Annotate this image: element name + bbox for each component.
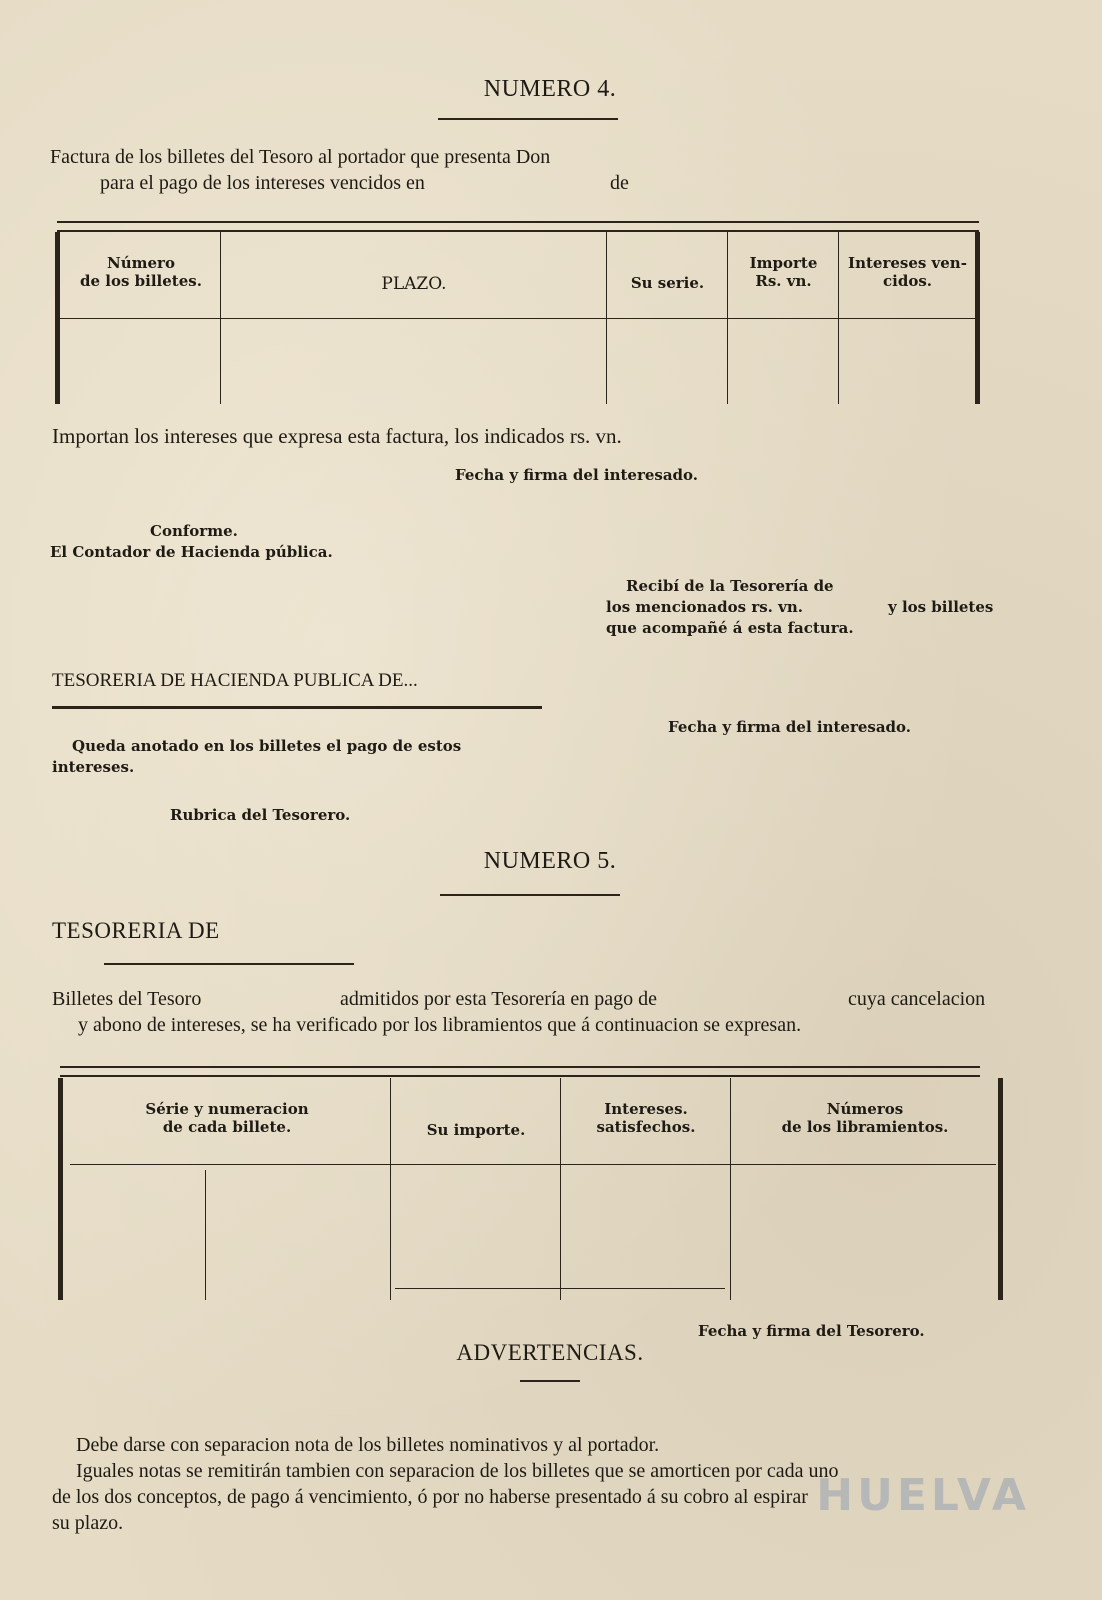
col-header-numero bbox=[62, 254, 220, 290]
col-header-plazo: PLAZO. bbox=[381, 274, 447, 294]
header-underline bbox=[60, 318, 975, 319]
col-header-numeros bbox=[732, 1100, 998, 1136]
conforme-label: Conforme. bbox=[150, 522, 238, 540]
col-header-intereses bbox=[840, 254, 975, 290]
advertencia-p2-line1: Iguales notas se remitirán tambien con separacion de los billetes que se amorticen por cada uno bbox=[76, 1460, 839, 1482]
contador-label: El Contador de Hacienda pública. bbox=[50, 543, 333, 561]
fecha-firma-interesado-2: Fecha y firma del interesado. bbox=[668, 718, 912, 736]
col-header-importe-line1: Importe bbox=[749, 254, 818, 272]
queda-line1: Queda anotado en los billetes el pago de estos bbox=[72, 737, 462, 755]
recibi-line2-b: y los billetes bbox=[888, 598, 994, 616]
tesoreria-de-rule bbox=[104, 963, 354, 965]
advertencia-p1: Debe darse con separacion nota de los billetes nominativos y al portador. bbox=[76, 1434, 660, 1456]
archive-watermark: HUELVA bbox=[816, 1470, 1030, 1521]
col-divider bbox=[390, 1078, 391, 1300]
tesoreria-de-heading: TESORERIA DE bbox=[52, 918, 220, 943]
sum-underline bbox=[395, 1288, 725, 1289]
recibi-line3: que acompañé á esta factura. bbox=[606, 619, 854, 637]
col-header-serie: Su serie. bbox=[630, 274, 705, 292]
advertencia-p2-line2: de los dos conceptos, de pago á vencimiento, ó por no haberse presentado á su cobro al espirar bbox=[52, 1486, 808, 1508]
col-header-intereses-line1: Intereses ven- bbox=[848, 254, 967, 272]
col-header-serie-line1: Série y numeracion bbox=[145, 1100, 309, 1118]
tesoreria-hacienda-heading: TESORERIA DE HACIENDA PUBLICA DE... bbox=[52, 670, 418, 691]
col-header-importe: Su importe. bbox=[426, 1121, 526, 1139]
table-left-border bbox=[58, 1078, 63, 1300]
col-header-intereses-line2: cidos. bbox=[883, 272, 932, 290]
table-right-border bbox=[975, 232, 980, 404]
col-header-serie-line2: de cada billete. bbox=[162, 1118, 292, 1136]
header-underline bbox=[70, 1164, 996, 1165]
billetes-line1-c: cuya cancelacion bbox=[848, 988, 986, 1010]
col-header-numero-line2: de los billetes. bbox=[80, 272, 202, 290]
tesoreria-rule bbox=[52, 706, 542, 709]
billetes-line1-b: admitidos por esta Tesorería en pago de bbox=[340, 988, 658, 1010]
table-top-border bbox=[60, 1066, 980, 1077]
fecha-firma-tesorero: Fecha y firma del Tesorero. bbox=[698, 1322, 925, 1340]
fecha-firma-interesado: Fecha y firma del interesado. bbox=[455, 466, 699, 484]
queda-line2: intereses. bbox=[52, 758, 135, 776]
intro-line2-b: de bbox=[610, 172, 629, 194]
importan-text: Importan los intereses que expresa esta factura, los indicados rs. vn. bbox=[52, 424, 622, 448]
col-header-serie bbox=[64, 1100, 390, 1136]
table-right-border bbox=[998, 1078, 1003, 1300]
recibi-line1: Recibí de la Tesorería de bbox=[626, 577, 834, 595]
col-header-intereses-line2: satisfechos. bbox=[596, 1118, 696, 1136]
billetes-line1-a: Billetes del Tesoro bbox=[52, 988, 202, 1010]
table-top-border bbox=[57, 221, 979, 232]
col-header-numeros-line2: de los libramientos. bbox=[781, 1118, 949, 1136]
recibi-line2-a: los mencionados rs. vn. bbox=[606, 598, 803, 616]
advertencias-title: ADVERTENCIAS. bbox=[456, 1340, 644, 1365]
advertencias-ornament bbox=[520, 1380, 580, 1382]
col-header-importe-line2: Rs. vn. bbox=[755, 272, 812, 290]
numero5-title: NUMERO 5. bbox=[483, 848, 617, 874]
col-subdivider bbox=[205, 1170, 206, 1300]
numero4-title: NUMERO 4. bbox=[483, 76, 617, 102]
col-header-intereses bbox=[562, 1100, 730, 1136]
rubrica-tesorero: Rubrica del Tesorero. bbox=[170, 806, 351, 824]
intro-line1: Factura de los billetes del Tesoro al portador que presenta Don bbox=[50, 146, 551, 168]
col-header-numero-line1: Número bbox=[107, 254, 175, 272]
col-header-intereses-line1: Intereses. bbox=[604, 1100, 688, 1118]
billetes-line2: y abono de intereses, se ha verificado por los libramientos que á continuacion se expresan. bbox=[78, 1014, 802, 1036]
advertencia-p2-line3: su plazo. bbox=[52, 1512, 124, 1534]
col-header-numeros-line1: Números bbox=[826, 1100, 904, 1118]
col-divider bbox=[730, 1078, 731, 1300]
col-divider bbox=[560, 1078, 561, 1300]
col-header-importe bbox=[729, 254, 838, 290]
title-ornament-rule bbox=[440, 894, 620, 896]
intro-line2-a: para el pago de los intereses vencidos en bbox=[100, 172, 425, 194]
title-ornament-rule bbox=[438, 118, 618, 120]
